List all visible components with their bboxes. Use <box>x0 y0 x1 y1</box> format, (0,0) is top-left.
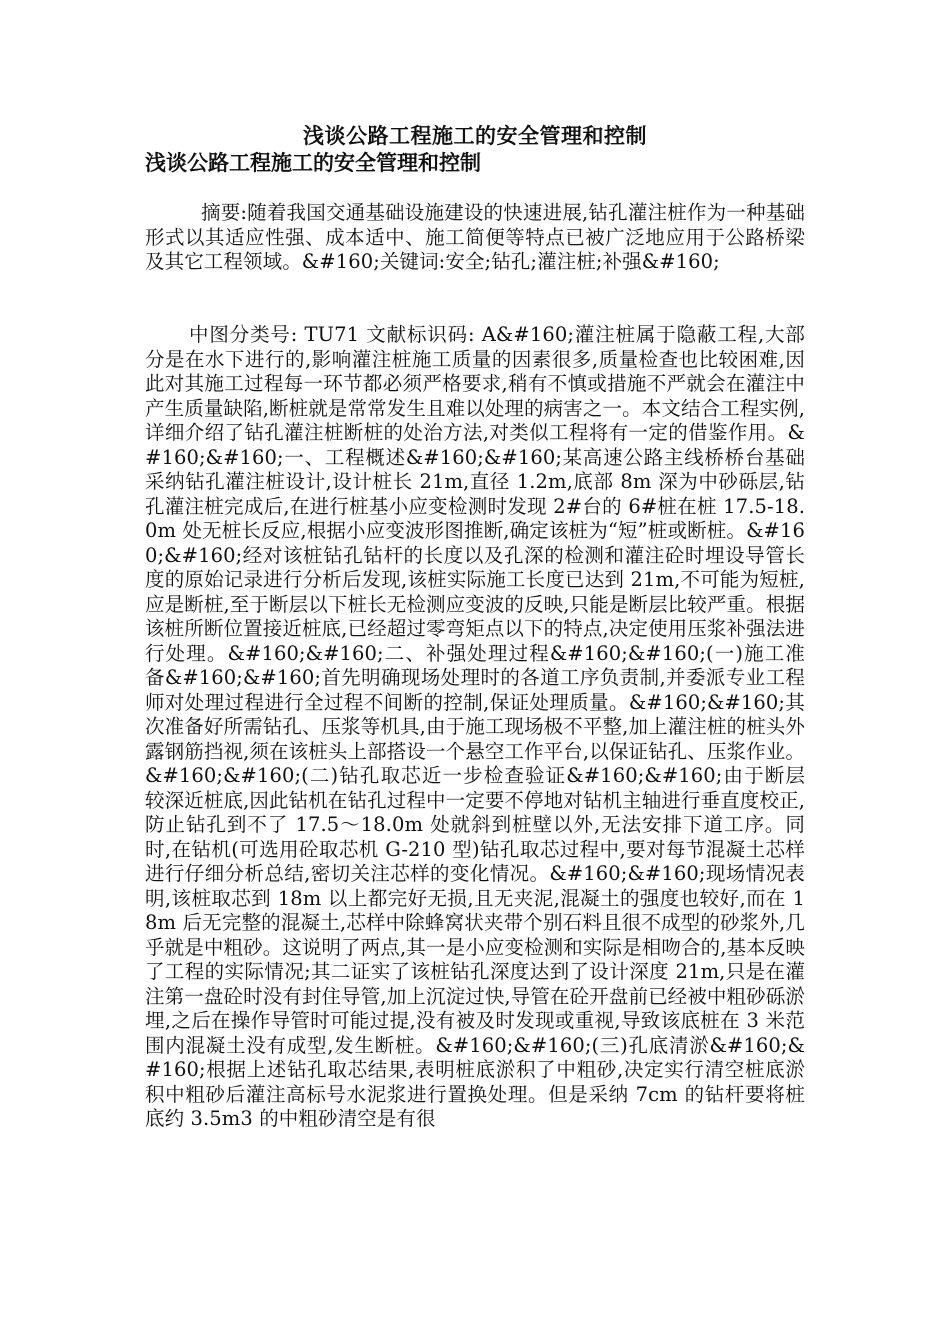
abstract-paragraph: 摘要:随着我国交通基础设施建设的快速进展,钻孔灌注桩作为一种基础形式以其适应性强、成本适中、施工简便等特点已被广泛地应用于公路桥梁及其它工程领域。&#160;关键词:安全;钻孔;灌注桩;补强&#160; <box>145 201 805 273</box>
document-title: 浅谈公路工程施工的安全管理和控制 <box>303 123 647 148</box>
document-subtitle: 浅谈公路工程施工的安全管理和控制 <box>145 150 481 175</box>
body-paragraph: 中图分类号: TU71 文献标识码: A&#160;灌注桩属于隐蔽工程,大部分是在水下进行的,影响灌注桩施工质量的因素很多,质量检查也比较困难,因此对其施工过程每一环节都必须严格要求,稍有不慎或措施不严就会在灌注中产生质量缺陷,断桩就是常常发生且难以处理的病害之一。本文结合工程实例,详细介绍了钻孔灌注桩断桩的处治方法,对类似工程将有一定的借鉴作用。&#160;&#160;一、工程概述&#160;&#160;某高速公路主线桥桥台基础采纳钻孔灌注桩设计,设计桩长 21m,直径 1.2m,底部 8m 深为中砂砾层,钻孔灌注桩完成后,在进行桩基小应变检测时发现 2#台的 6#桩在桩 17.5-18.0m 处无桩长反应,根据小应变波形图推断,确定该桩为“短”桩或断桩。&#160;&#160;经对该桩钻孔钻杆的长度以及孔深的检测和灌注砼时埋设导管长度的原始记录进行分析后发现,该桩实际施工长度已达到 21m,不可能为短桩,应是断桩,至于断层以下桩长无检测应变波的反映,只能是断层比较严重。根据该桩所断位置接近桩底,已经超过零弯矩点以下的特点,决定使用压浆补强法进行处理。&#160;&#160;二、补强处理过程&#160;&#160;(一)施工准备&#160;&#160;首先明确现场处理时的各道工序负责制,并委派专业工程师对处理过程进行全过程不间断的控制,保证处理质量。&#160;&#160;其次准备好所需钻孔、压浆等机具,由于施工现场极不平整,加上灌注桩的桩头外露钢筋挡视,须在该桩头上部搭设一个悬空工作平台,以保证钻孔、压浆作业。&#160;&#160;(二)钻孔取芯近一步检查验证&#160;&#160;由于断层较深近桩底,因此钻机在钻孔过程中一定要不停地对钻机主轴进行垂直度校正,防止钻孔到不了 17.5～18.0m 处就斜到桩壁以外,无法安排下道工序。同时,在钻机(可选用砼取芯机 G-210 型)钻孔取芯过程中,要对每节混凝土芯样进行仔细分析总结,密切关注芯样的变化情况。&#160;&#160;现场情况表明,该桩取芯到 18m 以上都完好无损,且无夹泥,混凝土的强度也较好,而在 18m 后无完整的混凝土,芯样中除蜂窝状夹带个别石料且很不成型的砂浆外,几乎就是中粗砂。这说明了两点,其一是小应变检测和实际是相吻合的,基本反映了工程的实际情况;其二证实了该桩钻孔深度达到了设计深度 21m,只是在灌注第一盘砼时没有封住导管,加上沉淀过快,导管在砼开盘前已经被中粗砂砾淤埋,之后在操作导管时可能过提,没有被及时发现或重视,导致该底桩在 3 米范围内混凝土没有成型,发生断桩。&#160;&#160;(三)孔底清淤&#160;&#160;根据上述钻孔取芯结果,表明桩底淤积了中粗砂,决定实行清空桩底淤积中粗砂后灌注高标号水泥浆进行置换处理。但是采纳 7cm 的钻杆要将桩底约 3.5m3 的中粗砂清空是有很 <box>145 323 805 1130</box>
